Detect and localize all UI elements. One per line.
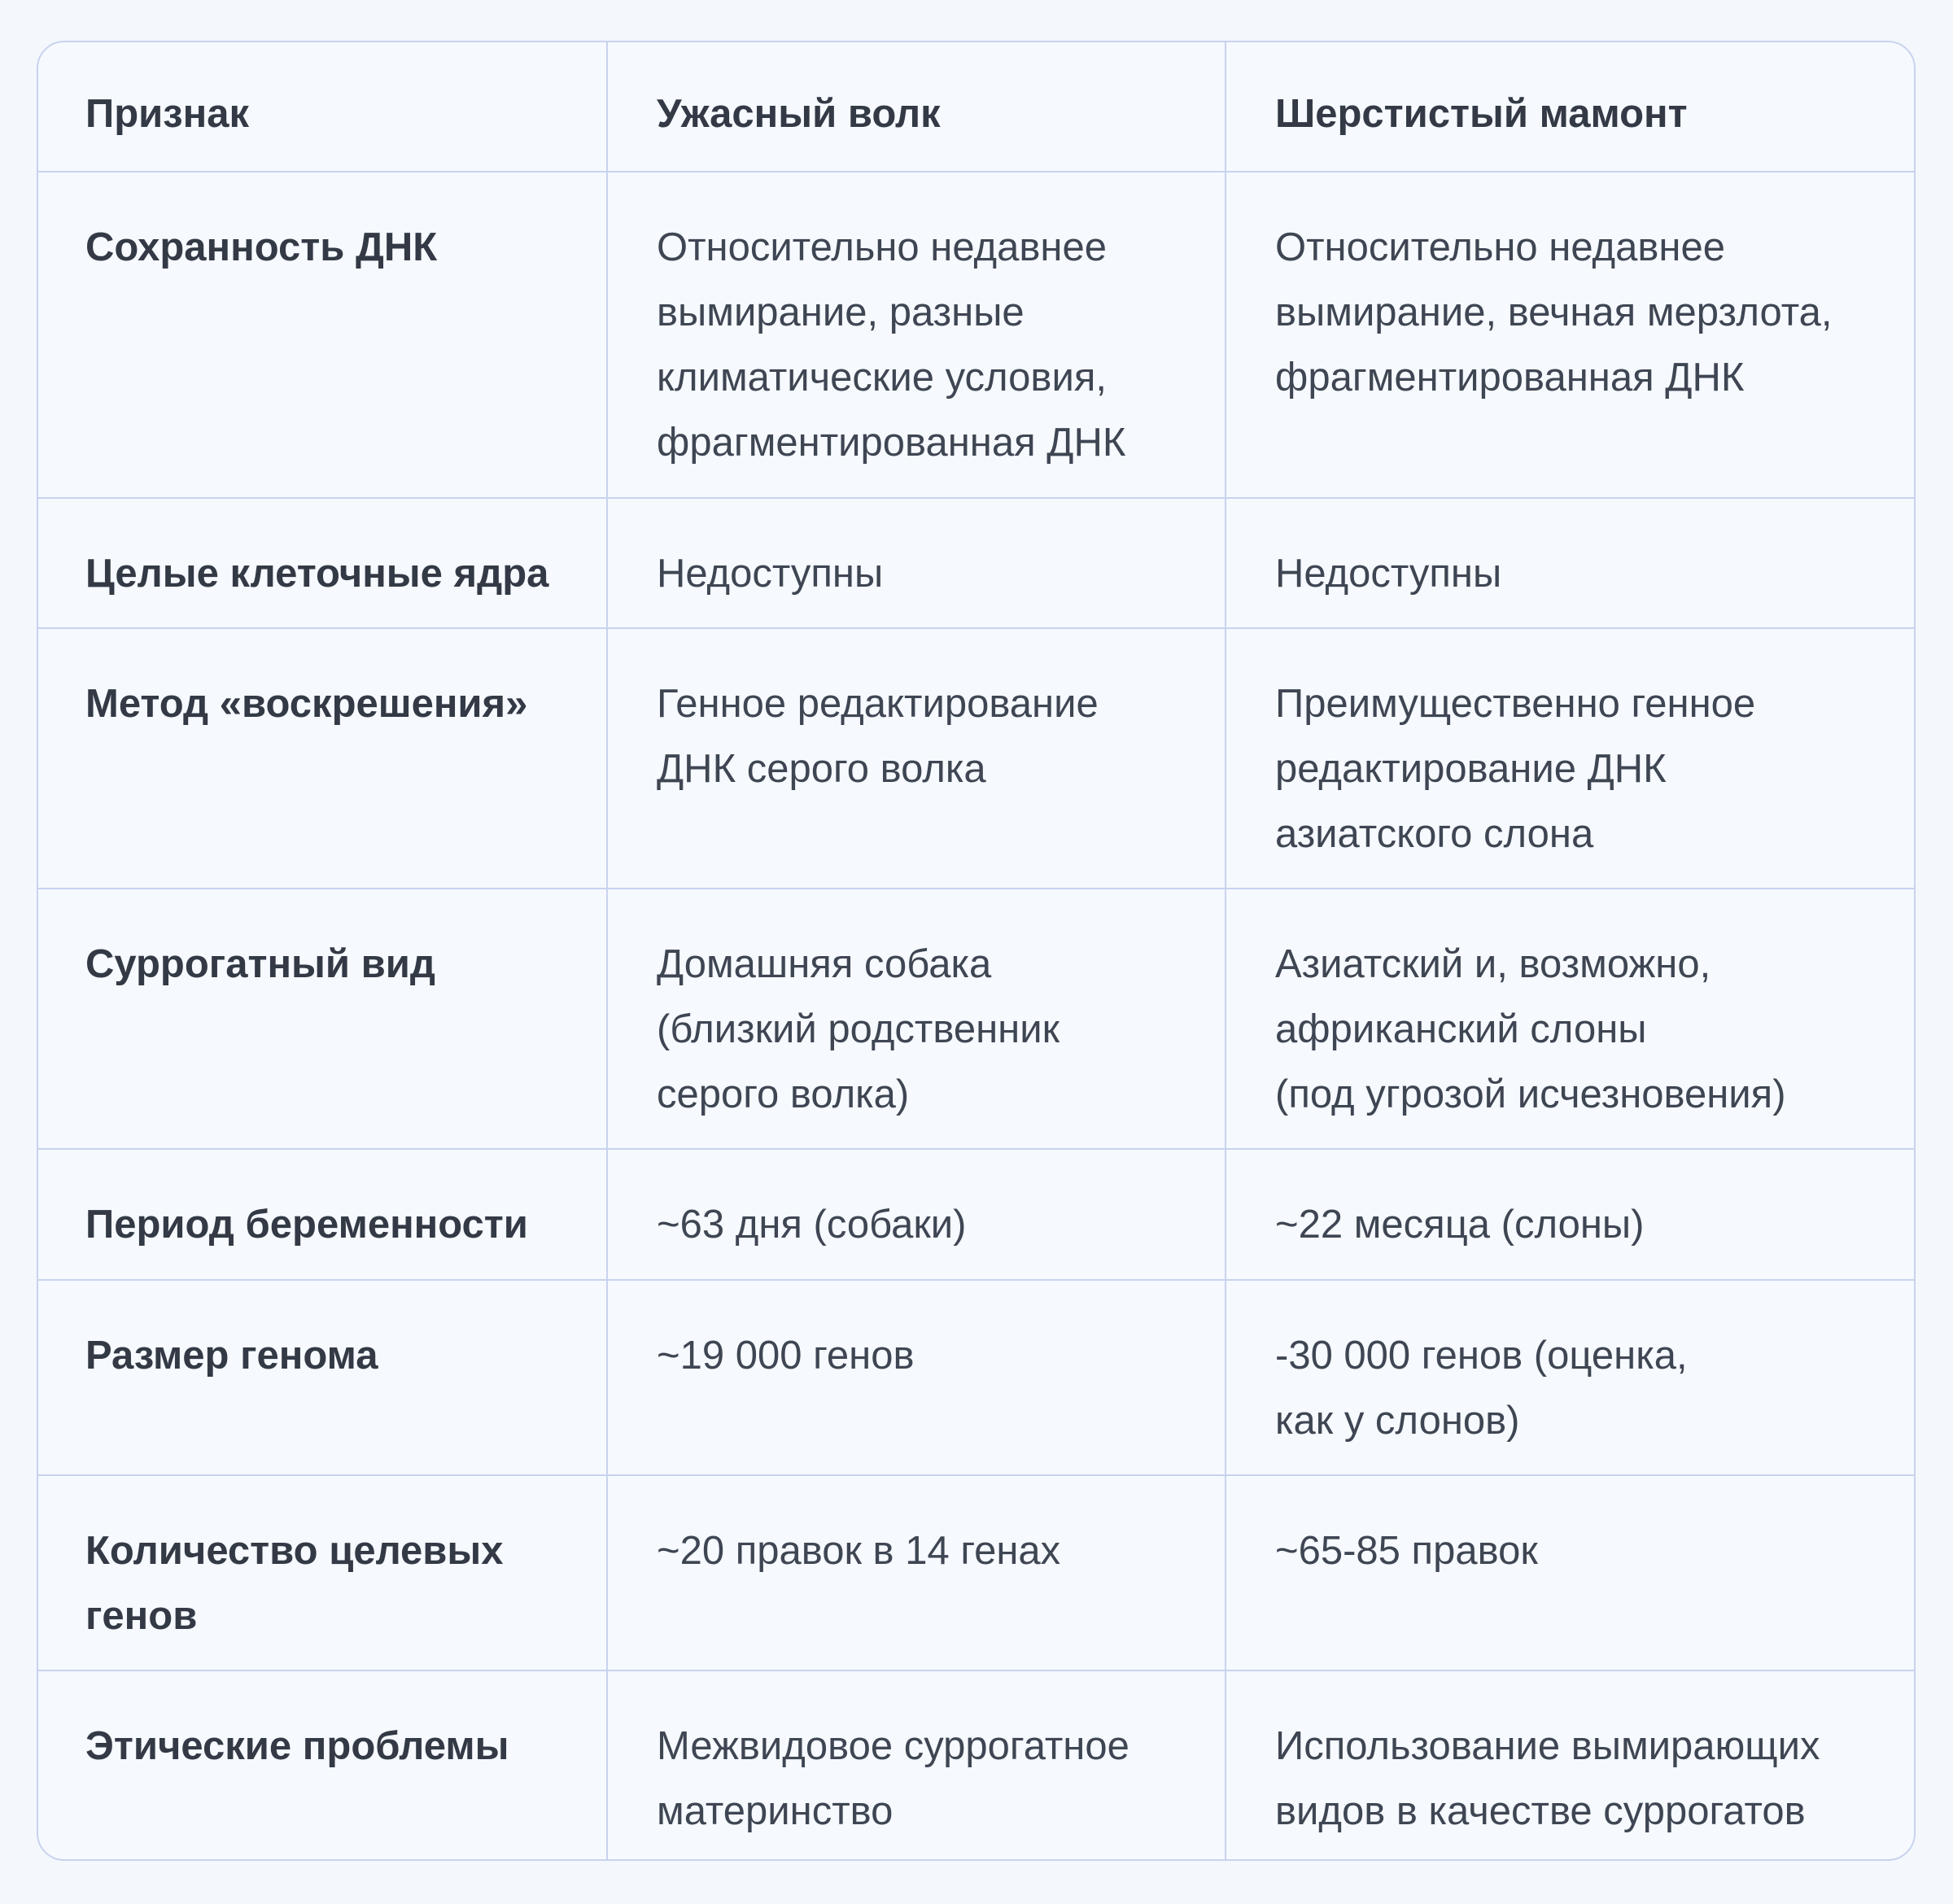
feature-cell: Размер генома: [38, 1280, 607, 1475]
mammoth-cell: Относительно недавнее вымирание, вечная мерзлота, фрагментированная ДНК: [1226, 172, 1916, 498]
header-feature: Признак: [38, 42, 607, 172]
table-row: [38, 628, 1916, 889]
dire-wolf-cell: ~19 000 генов: [607, 1280, 1226, 1475]
dire-wolf-cell: Относительно недавнее вымирание, разные климатические условия, фрагментированная ДНК: [607, 172, 1226, 498]
mammoth-cell: ~22 месяца (слоны): [1226, 1149, 1916, 1280]
table-row: [38, 1670, 1916, 1861]
table-header-row: [38, 42, 1916, 172]
header-dire-wolf: Ужасный волк: [607, 42, 1226, 172]
table-row: [38, 889, 1916, 1149]
feature-cell: Сохранность ДНК: [38, 172, 607, 498]
dire-wolf-cell: Межвидовое суррогатное материнство: [607, 1670, 1226, 1861]
feature-cell: Суррогатный вид: [38, 889, 607, 1149]
header-woolly-mammoth: Шерстистый мамонт: [1226, 42, 1916, 172]
table-row: [38, 498, 1916, 628]
table-row: [38, 1475, 1916, 1670]
feature-cell: Количество целевых генов: [38, 1475, 607, 1670]
dire-wolf-cell: Домашняя собака (близкий родственник серого волка): [607, 889, 1226, 1149]
table-row: [38, 1280, 1916, 1475]
table-row: [38, 1149, 1916, 1280]
dire-wolf-cell: ~63 дня (собаки): [607, 1149, 1226, 1280]
dire-wolf-cell: Недоступны: [607, 498, 1226, 628]
mammoth-cell: Преимущественно генное редактирование ДНК азиатского слона: [1226, 628, 1916, 889]
table-row: [38, 172, 1916, 498]
dire-wolf-cell: ~20 правок в 14 генах: [607, 1475, 1226, 1670]
feature-cell: Метод «воскрешения»: [38, 628, 607, 889]
dire-wolf-cell: Генное редактирование ДНК серого волка: [607, 628, 1226, 889]
feature-cell: Период беременности: [38, 1149, 607, 1280]
mammoth-cell: ~65-85 правок: [1226, 1475, 1916, 1670]
comparison-table-card: [37, 41, 1916, 1861]
mammoth-cell: -30 000 генов (оценка, как у слонов): [1226, 1280, 1916, 1475]
mammoth-cell: Недоступны: [1226, 498, 1916, 628]
feature-cell: Целые клеточные ядра: [38, 498, 607, 628]
comparison-table: [38, 42, 1916, 1861]
mammoth-cell: Азиатский и, возможно, африканский слоны (под угрозой исчезновения): [1226, 889, 1916, 1149]
mammoth-cell: Использование вымирающих видов в качестве суррогатов: [1275, 1724, 1820, 1833]
feature-cell: Этические проблемы: [38, 1670, 607, 1861]
